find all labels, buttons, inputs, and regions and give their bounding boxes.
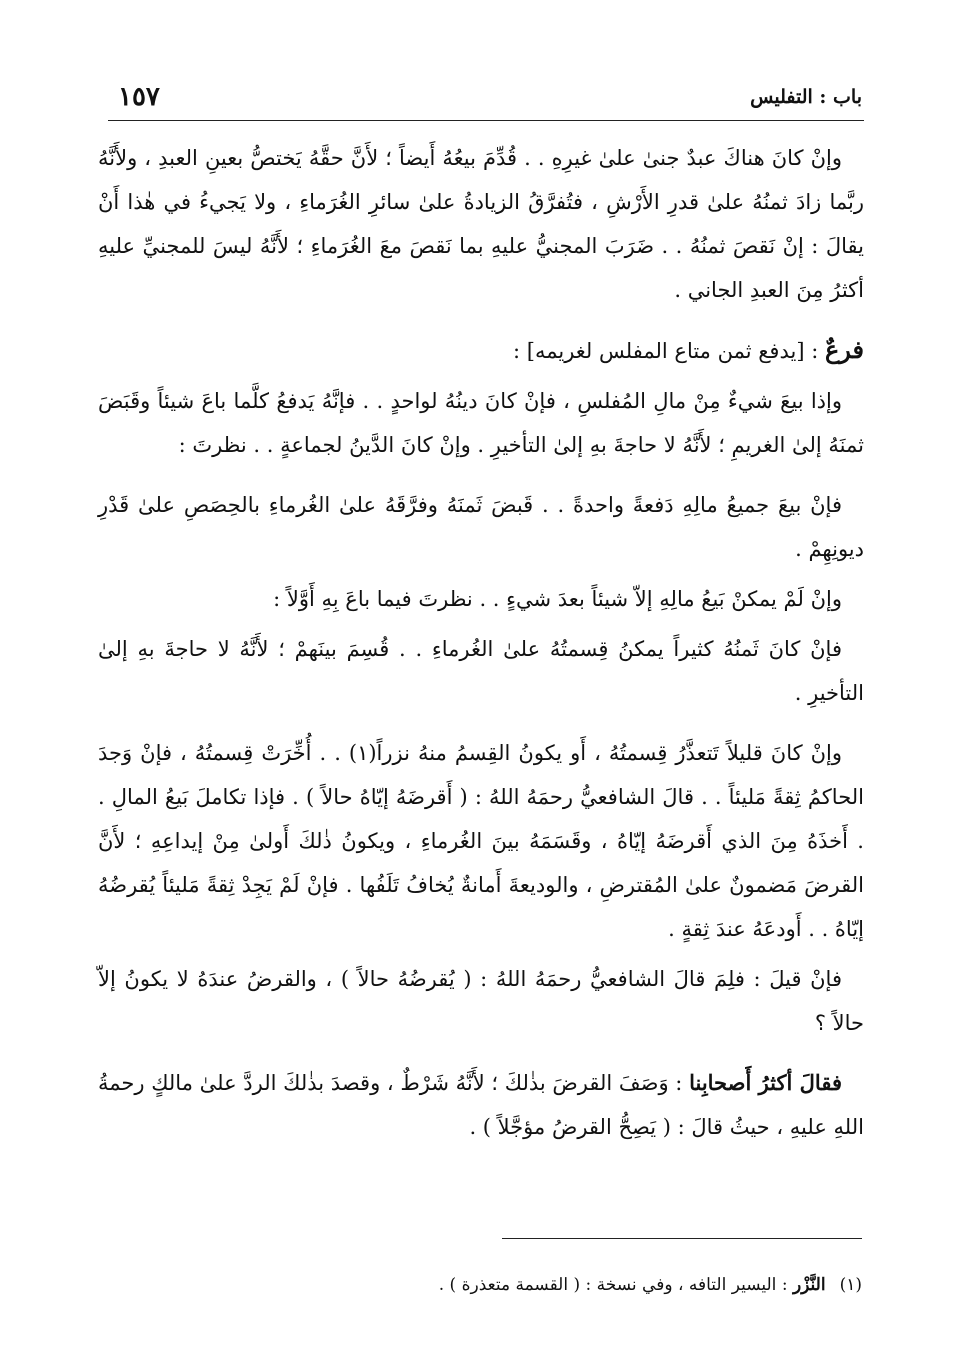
footnote-rule bbox=[502, 1238, 862, 1239]
paragraph-text: وإذا بيعَ شيءٌ مِنْ مالِ المُفلسِ ، فإنْ كانَ دينُهُ لواحدٍ . . فإنَّهُ يَدفعُ كلَّما باعَ شيئاً وقَبَضَ ثمنَهُ إلىٰ الغريمِ ؛ لأَنَّهُ لا حاجةَ بهِ إلىٰ التأخيرِ . وإنْ كانَ الدَّينُ لجماعةٍ . . نظرتَ : bbox=[98, 389, 864, 457]
section-heading-text: : [يدفع ثمن متاع المفلس لغريمه] : bbox=[513, 339, 825, 363]
page-number: ١٥٧ bbox=[118, 82, 160, 112]
main-text bbox=[98, 136, 864, 1155]
paragraph-text: : وَصَفَ القرضَ بذٰلكَ ؛ لأَنَّهُ شَرْطٌ ، وقصدَ بذٰلكَ الردَّ علىٰ مالكٍ رحمةُ اللهِ عليهِ ، حيثُ قالَ : ( يَصِحُّ القرضُ مؤجَّلاً ) . bbox=[98, 1071, 864, 1139]
paragraph-6 bbox=[98, 627, 864, 715]
paragraph-text: فإنْ كانَ ثَمنُهُ كثيراً يمكنُ قِسمتُهُ علىٰ الغُرماءِ . . قُسِمَ بينَهمْ ؛ لأَنَّهُ لا حاجةَ بهِ إلىٰ التأخيرِ . bbox=[98, 637, 864, 705]
footnote-term: النَّزْر bbox=[792, 1275, 826, 1295]
page-header bbox=[118, 82, 862, 114]
section-heading bbox=[98, 328, 864, 373]
chapter-title: باب : التفليس bbox=[750, 86, 862, 108]
paragraph-8 bbox=[98, 957, 864, 1045]
header-rule bbox=[108, 120, 864, 121]
paragraph-3 bbox=[98, 379, 864, 467]
paragraph-text: وإنْ كانَ هناكَ عبدٌ جنىٰ علىٰ غيرِهِ . . قُدِّمَ بيعُهُ أَيضاً ؛ لأَنَّ حقَّهُ يَختصُّ بعينِ العبدِ ، ولأَنَّهُ ربَّما زادَ ثمنُهُ علىٰ قدرِ الأَرْشِ ، فتُفرَّقُ الزيادةُ علىٰ سائرِ الغُرَماءِ ، ولا يَجيءُ في هٰذا أَنْ يقالَ : إنْ نَقصَ ثمنُهُ . . ضَرَبَ المجنيُّ عليهِ بما نَقصَ معَ الغُرَماءِ ؛ لأَنَّهُ ليسَ للمجنيِّ عليهِ أكثرُ مِنَ العبدِ الجاني . bbox=[98, 146, 864, 302]
paragraph-5 bbox=[98, 577, 864, 621]
footnote-number: (١) bbox=[839, 1275, 862, 1295]
paragraph-text: فإنْ بيعَ جميعُ مالِهِ دَفعةً واحدةً . . قَبضَ ثَمنَهُ وفرَّقَهُ علىٰ الغُرماءِ بالحِصَصِ علىٰ قَدْرِ ديونِهِمْ . bbox=[98, 493, 864, 561]
section-heading-lead: فرعٌ bbox=[824, 335, 864, 364]
footnote-text: : اليسير التافه ، وفي نسخة : ( القسمة متعذرة ) . bbox=[438, 1275, 793, 1295]
paragraph-text: وإنْ لَمْ يمكنْ بَيعُ مالِهِ إلاّ شيئاً بعدَ شيءٍ . . نظرتَ فيما باعَ بِهِ أَوَّلاً : bbox=[273, 587, 842, 611]
paragraph-4 bbox=[98, 483, 864, 571]
paragraph-lead: فقالَ أكثرُ أَصحابِنا bbox=[689, 1070, 842, 1095]
paragraph-7 bbox=[98, 731, 864, 951]
paragraph-9 bbox=[98, 1061, 864, 1149]
paragraph-1 bbox=[98, 136, 864, 312]
paragraph-text: فإنْ قيلَ : فلِمَ قالَ الشافعيُّ رحمَهُ اللهُ : ( يُقرضُهُ حالاً ) ، والقرضُ عندَهُ لا يكونُ إلاّ حالاً ؟ bbox=[98, 967, 864, 1035]
paragraph-text: وإنْ كانَ قليلاً تَتعذَّرُ قِسمتُهُ ، أَو يكونُ القِسمُ منهُ نزراً(١) . . أُخِّرَتْ قِسمتُهُ ، فإنْ وَجدَ الحاكمُ ثِقةً مَليئاً . . قالَ الشافعيُّ رحمَهُ اللهُ : ( أَقرضَهُ إيّاهُ حالاً ) . فإذا تكاملَ بَيعُ المالِ . . أَخذَهُ مِنَ الذي أَقرضَهُ إيّاهُ ، وقَسَمَهُ بينَ الغُرماءِ ، ويكونُ ذٰلكَ أَولىٰ مِنْ إيداعِهِ ؛ لأَنَّ القرضَ مَضمونٌ علىٰ المُقترضِ ، والوديعةَ أَمانةٌ يُخافُ تَلَفُها . فإنْ لَمْ يَجِدْ ثِقةً مَليئاً يُقرضُهُ إيّاهُ . . أَودعَهُ عندَ ثِقةٍ . bbox=[98, 741, 864, 941]
footnote bbox=[330, 1272, 862, 1298]
